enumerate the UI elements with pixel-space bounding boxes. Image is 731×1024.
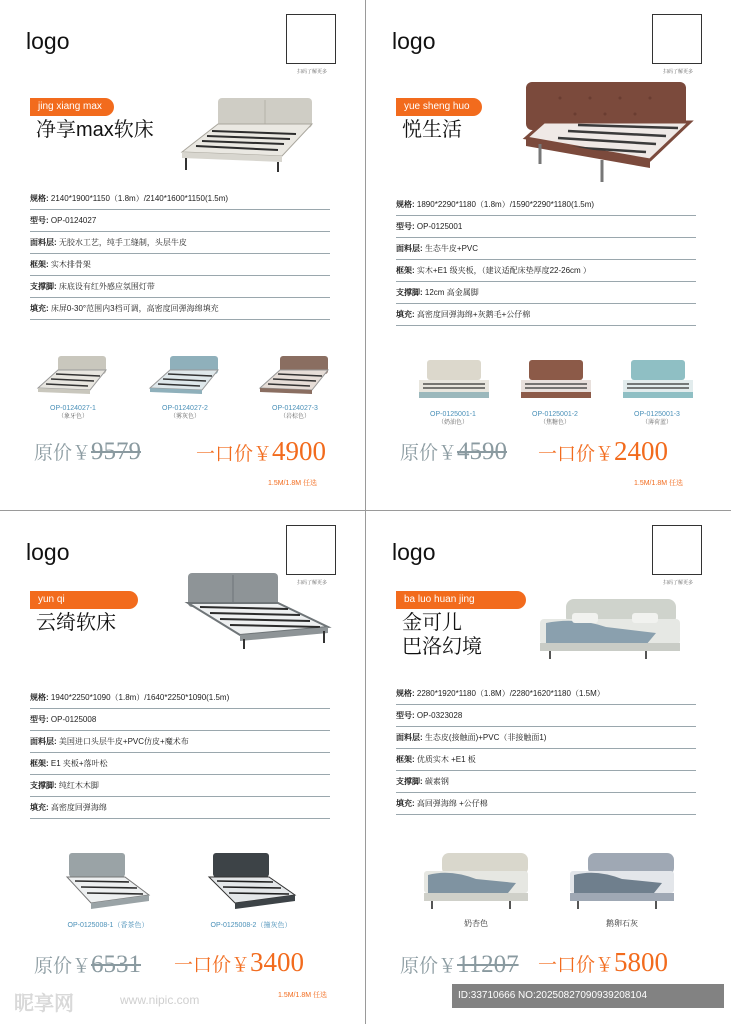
bed-hero-image (178, 94, 318, 176)
variant-code: OP-0124027-1 (50, 405, 96, 412)
bed-thumbnail-image (413, 356, 493, 406)
sale-price: 一口价￥3400 (174, 947, 305, 977)
spec-row: 填充: 高密度回弹海绵 (30, 797, 330, 819)
product-card-jing-xiang (0, 0, 365, 510)
spec-row: 支撑脚: 碳素钢 (396, 771, 696, 793)
variant-color: （象牙色） (57, 414, 88, 420)
qr-code-placeholder (652, 525, 702, 575)
product-card-yun-qi (0, 511, 365, 1021)
variant-item (562, 849, 682, 929)
spec-row: 填充: 床屏0-30°范围内3档可调，高密度回弹海绵填充 (30, 298, 330, 320)
bed-hero-image (184, 569, 332, 653)
logo: logo (26, 28, 70, 54)
variant-code: OP-0125001-1 (430, 411, 476, 418)
watermark-url: www.nipic.com (120, 993, 200, 1007)
qr-code-placeholder (286, 14, 336, 64)
variant-color: （奶油色） (437, 420, 468, 426)
variant-color: （岩棕色） (279, 414, 310, 420)
spec-table (30, 188, 330, 320)
bed-thumbnail-image (420, 849, 532, 913)
original-price: 原价￥6531 (34, 951, 142, 978)
variant-color-name: 奶杏色 (464, 919, 488, 928)
spec-row: 面料层: 无胶水工艺，纯手工缝制，头层牛皮 (30, 232, 330, 254)
variant-item (416, 849, 536, 929)
bed-thumbnail-image (566, 849, 678, 913)
bed-thumbnail-image (36, 352, 110, 400)
spec-table (396, 194, 696, 326)
variant-item (250, 352, 340, 421)
spec-row: 型号: OP-0125001 (396, 216, 696, 238)
bed-thumbnail-image (148, 352, 222, 400)
variant-item (612, 356, 702, 427)
variant-code: OP-0125008-2（撞灰色） (210, 922, 292, 929)
bed-thumbnail-image (617, 356, 697, 406)
variant-color-name: 鹅卵石灰 (606, 919, 638, 928)
spec-row: 支撑脚: 床底设有红外感应氛围灯带 (30, 276, 330, 298)
spec-row: 型号: OP-0124027 (30, 210, 330, 232)
sale-price: 一口价￥5800 (538, 947, 669, 977)
variant-item (28, 352, 118, 421)
spec-row: 型号: OP-0323028 (396, 705, 696, 727)
variant-color: （薄荷蓝） (641, 420, 672, 426)
sale-price: 一口价￥4900 (196, 436, 327, 466)
spec-row: 面料层: 美国进口头层牛皮+PVC仿皮+魔术布 (30, 731, 330, 753)
original-price: 原价￥4590 (400, 438, 508, 465)
size-option-note: 1.5M/1.8M 任选 (278, 992, 328, 999)
bed-thumbnail-image (63, 849, 153, 917)
product-name: 云绮软床 (36, 612, 116, 634)
qr-caption: 扫码了解更多 (296, 69, 327, 75)
pinyin-tag: yun qi (30, 591, 138, 609)
bed-hero-image (536, 593, 682, 665)
variant-item (408, 356, 498, 427)
spec-row: 面料层: 生态牛皮+PVC (396, 238, 696, 260)
logo: logo (392, 539, 436, 565)
spec-row: 支撑脚: 纯红木木脚 (30, 775, 330, 797)
logo: logo (392, 28, 436, 54)
pinyin-tag: ba luo huan jing (396, 591, 526, 609)
spec-row: 型号: OP-0125008 (30, 709, 330, 731)
variant-code: OP-0125001-3 (634, 411, 680, 418)
product-name: 悦生活 (402, 119, 462, 141)
bed-thumbnail-image (258, 352, 332, 400)
spec-row: 面料层: 生态皮(接触面)+PVC（非接触面1) (396, 727, 696, 749)
qr-caption: 扫码了解更多 (296, 580, 327, 586)
spec-row: 填充: 高回弹海绵 +公仔棉 (396, 793, 696, 815)
spec-table (396, 683, 696, 815)
spec-row: 规格: 1940*2250*1090（1.8m）/1640*2250*1090(1.5m) (30, 687, 330, 709)
image-id-bar: ID:33710666 NO:20250827090939208104 (452, 984, 724, 1008)
sale-price: 一口价￥2400 (538, 436, 669, 466)
variant-code: OP-0124027-3 (272, 405, 318, 412)
spec-row: 规格: 2140*1900*1150（1.8m）/2140*1600*1150(1.5m) (30, 188, 330, 210)
product-name: 金可儿 巴洛幻境 (402, 612, 482, 658)
product-name: 净享max软床 (36, 119, 154, 141)
spec-row: 框架: 实木排骨架 (30, 254, 330, 276)
variant-code: OP-0124027-2 (162, 405, 208, 412)
spec-table (30, 687, 330, 819)
qr-caption: 扫码了解更多 (662, 69, 693, 75)
spec-row: 规格: 1890*2290*1180（1.8m）/1590*2290*1180(1.5m) (396, 194, 696, 216)
variant-color: （雾灰色） (169, 414, 200, 420)
spec-row: 框架: 实木+E1 级夹板，（建议适配床垫厚度22-26cm ） (396, 260, 696, 282)
variant-item (196, 849, 306, 930)
bed-thumbnail-image (203, 849, 299, 917)
variant-item (140, 352, 230, 421)
original-price: 原价￥9579 (34, 438, 142, 465)
spec-row: 填充: 高密度回弹海绵+灰鹅毛+公仔棉 (396, 304, 696, 326)
product-card-ba-luo-huan-jing (366, 511, 731, 1021)
variant-color: （焦糖色） (539, 420, 570, 426)
qr-code-placeholder (652, 14, 702, 64)
pinyin-tag: jing xiang max (30, 98, 114, 116)
variant-code: OP-0125001-2 (532, 411, 578, 418)
product-card-yue-sheng-huo (366, 0, 731, 510)
original-price: 原价￥11207 (400, 951, 519, 978)
bed-hero-image (520, 78, 700, 190)
variant-code: OP-0125008-1（香茶色） (67, 922, 149, 929)
size-option-note: 1.5M/1.8M 任选 (634, 480, 684, 487)
variant-item (60, 849, 156, 930)
logo: logo (26, 539, 70, 565)
spec-row: 支撑脚: 12cm 高金属脚 (396, 282, 696, 304)
variant-item (510, 356, 600, 427)
spec-row: 框架: 优质实木 +E1 板 (396, 749, 696, 771)
spec-row: 规格: 2280*1920*1180（1.8M）/2280*1620*1180（1.5M） (396, 683, 696, 705)
size-option-note: 1.5M/1.8M 任选 (268, 480, 318, 487)
bed-thumbnail-image (515, 356, 595, 406)
spec-row: 框架: E1 夹板+落叶松 (30, 753, 330, 775)
pinyin-tag: yue sheng huo (396, 98, 482, 116)
qr-caption: 扫码了解更多 (662, 580, 693, 586)
watermark-logo: 昵享网 (14, 993, 74, 1015)
qr-code-placeholder (286, 525, 336, 575)
